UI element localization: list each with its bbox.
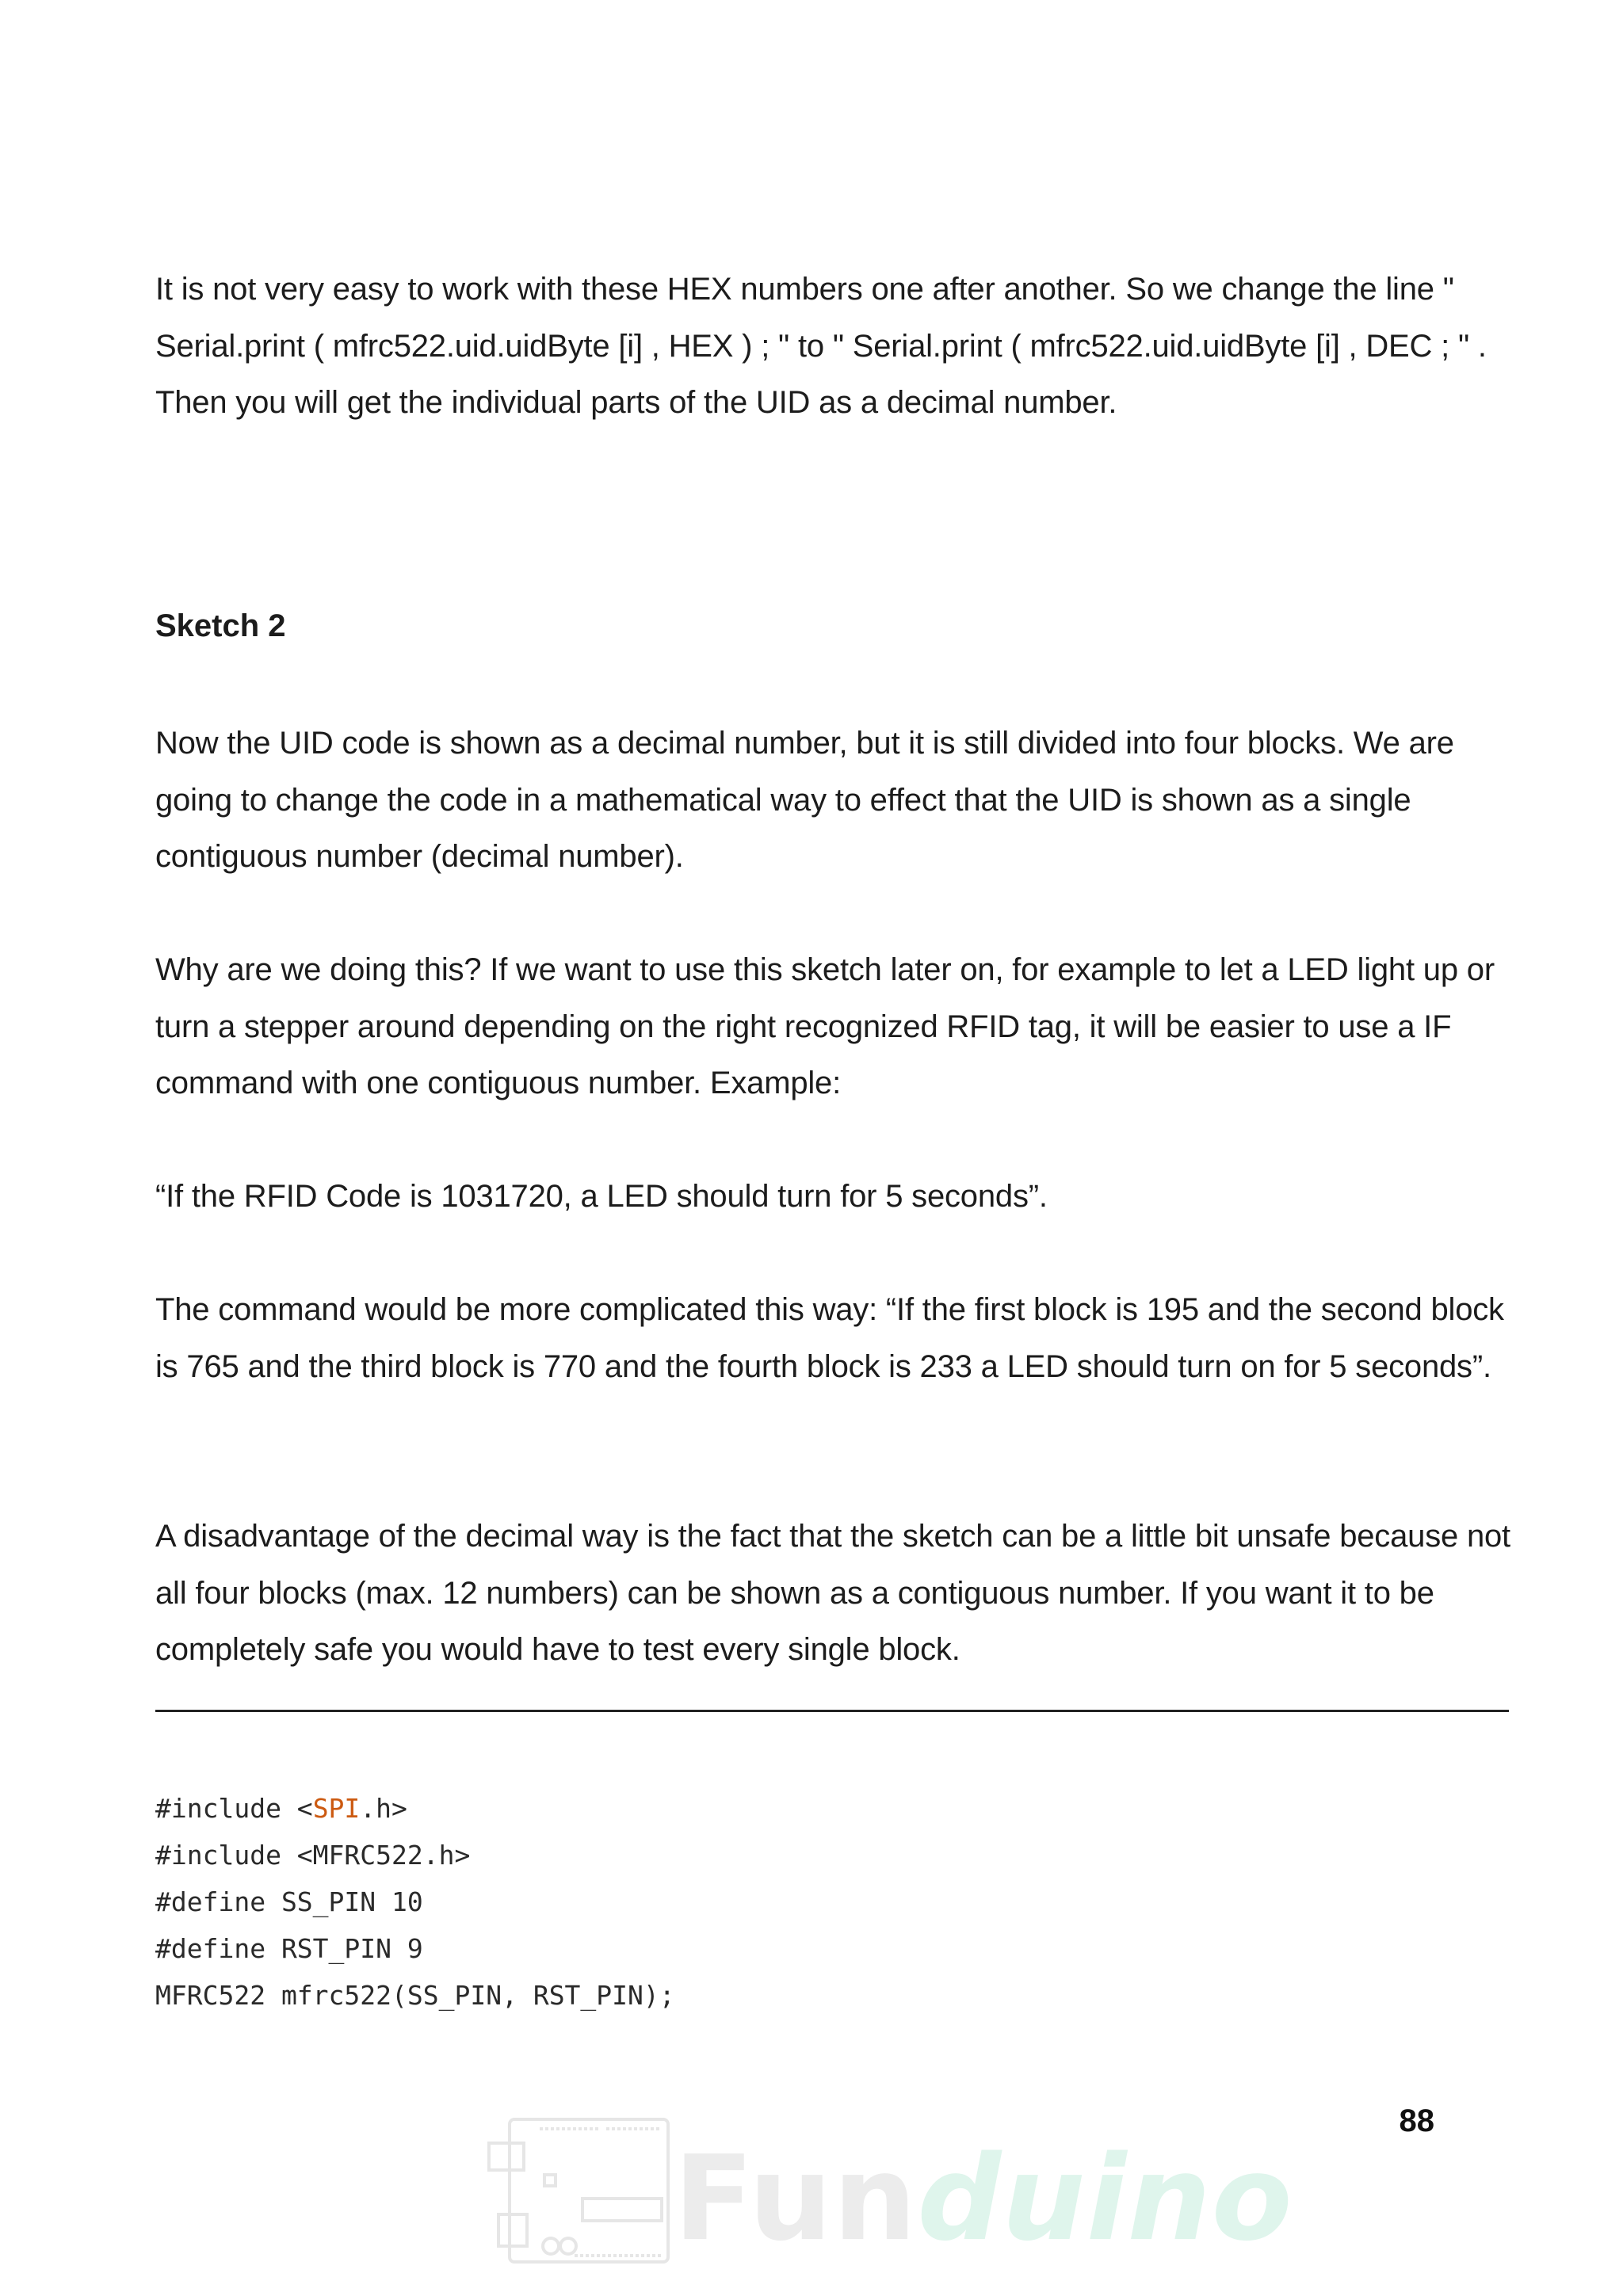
- paragraph-example-quote: “If the RFID Code is 1031720, a LED should turn for 5 seconds”.: [155, 1179, 1048, 1214]
- paragraph-why: Why are we doing this? If we want to use this sketch later on, for example to let a LED light up or turn a stepper around depending on the right recognized RFID tag, it will be easier to use a IF command with one contiguous number. Example:: [155, 952, 1495, 1100]
- code-line-2: #include <MFRC522.h>: [155, 1840, 471, 1871]
- code-line-3: #define SS_PIN 10: [155, 1886, 423, 1917]
- section-heading: Sketch 2: [155, 608, 286, 643]
- page-number: 88: [1399, 2103, 1434, 2138]
- horizontal-divider: [155, 1710, 1509, 1712]
- paragraph-disadvantage: A disadvantage of the decimal way is the fact that the sketch can be a little bit unsafe because not all four blocks (max. 12 numbers) can be shown as a contiguous number. If you want it to be completely safe you would have to test every single block.: [155, 1519, 1510, 1667]
- code-line-4: #define RST_PIN 9: [155, 1933, 423, 1964]
- code-line-1: #include <SPI.h>: [155, 1793, 407, 1824]
- paragraph-uid-decimal: Now the UID code is shown as a decimal number, but it is still divided into four blocks. We are going to change the code in a mathematical way to effect that the UID is shown as a single contiguous number (decimal number).: [155, 726, 1454, 874]
- code-keyword-highlight: SPI: [312, 1793, 361, 1824]
- arduino-board-watermark-icon: [487, 2111, 678, 2270]
- paragraph-complicated: The command would be more complicated this way: “If the first block is 195 and the second block is 765 and the third block is 770 and the fourth block is 233 a LED should turn on for 5 seconds”.: [155, 1292, 1504, 1384]
- code-line-5: MFRC522 mfrc522(SS_PIN, RST_PIN);: [155, 1980, 675, 2011]
- funduino-watermark-logo: Funduino: [674, 2130, 1293, 2267]
- paragraph-hex-change: It is not very easy to work with these HEX numbers one after another. So we change the line " Serial.print ( mfrc522.uid.uidByte [i] , HEX ) ; " to " Serial.print ( mfrc522.uid.uidByte [i] , DEC ; " . Then you will get the individual parts of the UID as a decimal number.: [155, 272, 1487, 420]
- code-block: [155, 1785, 675, 2019]
